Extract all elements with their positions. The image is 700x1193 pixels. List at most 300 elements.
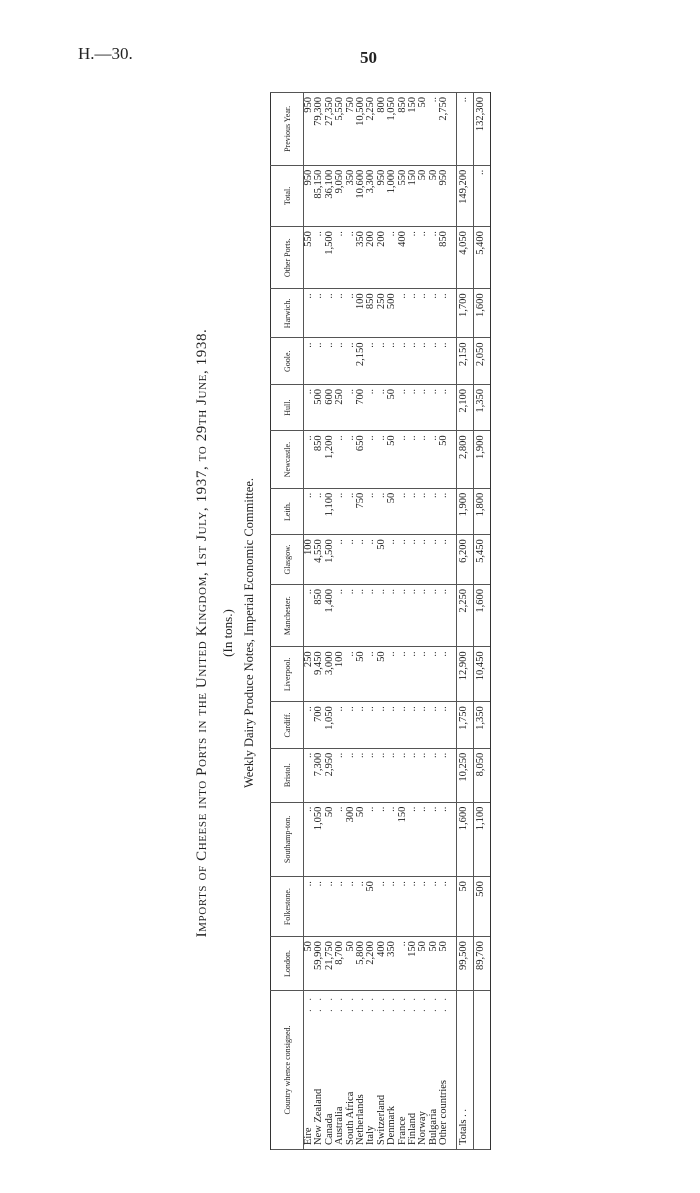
- value-cell: ..: [335, 584, 345, 646]
- value-cell: ..: [377, 702, 387, 748]
- value-cell: ..: [366, 702, 376, 748]
- value-cell: 4,050: [456, 227, 473, 289]
- leader-dots: . .: [355, 995, 367, 1012]
- value-cell: 350: [387, 937, 397, 991]
- value-cell: ..: [398, 647, 408, 702]
- value-cell: 1,350: [473, 384, 490, 430]
- leader-dots: . .: [323, 995, 335, 1012]
- value-cell: ..: [314, 488, 324, 534]
- value-cell: 850: [314, 584, 324, 646]
- value-cell: ..: [377, 802, 387, 877]
- value-cell: ..: [429, 647, 439, 702]
- value-cell: 950: [304, 165, 315, 226]
- value-cell: ..: [456, 93, 473, 166]
- value-cell: 50: [429, 937, 439, 991]
- column-header: Previous Year.: [271, 93, 304, 166]
- value-cell: 5,400: [473, 227, 490, 289]
- value-cell: 4,550: [314, 535, 324, 585]
- value-cell: ..: [304, 584, 315, 646]
- value-cell: ..: [304, 877, 315, 937]
- value-cell: ..: [398, 584, 408, 646]
- country-name: Netherlands: [355, 1094, 367, 1145]
- leader-dots: . .: [386, 995, 398, 1012]
- value-cell: 950: [304, 93, 315, 166]
- value-cell: ..: [366, 748, 376, 802]
- value-cell: ..: [398, 384, 408, 430]
- value-cell: 10,450: [473, 647, 490, 702]
- column-header: Goole.: [271, 338, 304, 384]
- value-cell: 150: [398, 802, 408, 877]
- column-header: Total.: [271, 165, 304, 226]
- value-cell: 1,900: [456, 488, 473, 534]
- value-cell: 1,050: [387, 93, 397, 166]
- value-cell: 5,800: [356, 937, 366, 991]
- value-cell: ..: [325, 877, 335, 937]
- value-cell: ..: [387, 535, 397, 585]
- column-header: Hull.: [271, 384, 304, 430]
- value-cell: ..: [335, 488, 345, 534]
- value-cell: ..: [325, 338, 335, 384]
- value-cell: 750: [356, 488, 366, 534]
- value-cell: ..: [335, 289, 345, 338]
- leader-dots: . .: [396, 995, 408, 1012]
- value-cell: ..: [398, 488, 408, 534]
- leader-dots: . .: [303, 995, 314, 1012]
- table-row: [387, 93, 397, 1150]
- value-cell: 6,200: [456, 535, 473, 585]
- value-cell: 1,700: [456, 289, 473, 338]
- value-cell: ..: [408, 877, 418, 937]
- value-cell: 50: [325, 802, 335, 877]
- value-cell: 50: [439, 937, 449, 991]
- table-body: [304, 93, 491, 1150]
- value-cell: 850: [439, 227, 449, 289]
- value-cell: ..: [377, 431, 387, 488]
- value-cell: 1,900: [473, 431, 490, 488]
- value-cell: 50: [456, 877, 473, 937]
- value-cell: 1,600: [473, 289, 490, 338]
- value-cell: 2,250: [366, 93, 376, 166]
- value-cell: 99,500: [456, 937, 473, 991]
- value-cell: 150: [408, 937, 418, 991]
- value-cell: ..: [335, 535, 345, 585]
- value-cell: ..: [418, 702, 428, 748]
- country-name: Norway: [417, 1111, 429, 1145]
- value-cell: ..: [304, 289, 315, 338]
- value-cell: ..: [325, 289, 335, 338]
- value-cell: 150: [408, 93, 418, 166]
- value-cell: 21,750: [325, 937, 335, 991]
- value-cell: 850: [398, 93, 408, 166]
- value-cell: ..: [377, 748, 387, 802]
- value-cell: 1,800: [473, 488, 490, 534]
- value-cell: ..: [408, 647, 418, 702]
- value-cell: ..: [346, 338, 356, 384]
- value-cell: ..: [398, 338, 408, 384]
- value-cell: ..: [387, 647, 397, 702]
- value-cell: ..: [418, 748, 428, 802]
- value-cell: ..: [314, 227, 324, 289]
- country-cell: [473, 991, 490, 1150]
- value-cell: ..: [429, 877, 439, 937]
- value-cell: ..: [408, 338, 418, 384]
- value-cell: ..: [356, 702, 366, 748]
- value-cell: ..: [429, 702, 439, 748]
- table-row: [456, 93, 473, 1150]
- value-cell: ..: [418, 338, 428, 384]
- value-cell: ..: [314, 289, 324, 338]
- value-cell: ..: [366, 535, 376, 585]
- value-cell: 550: [398, 165, 408, 226]
- leader-dots: . .: [375, 995, 387, 1012]
- value-cell: ..: [304, 802, 315, 877]
- value-cell: 50: [356, 647, 366, 702]
- value-cell: ..: [418, 384, 428, 430]
- leader-dots: . .: [407, 995, 419, 1012]
- column-header: Manchester.: [271, 584, 304, 646]
- column-header: London.: [271, 937, 304, 991]
- value-cell: 50: [429, 165, 439, 226]
- table-row: [346, 93, 356, 1150]
- value-cell: ..: [408, 431, 418, 488]
- column-header: Country whence consigned.: [271, 991, 304, 1150]
- value-cell: 3,300: [366, 165, 376, 226]
- value-cell: ..: [418, 647, 428, 702]
- value-cell: ..: [408, 384, 418, 430]
- value-cell: 500: [314, 384, 324, 430]
- column-header: Other Ports.: [271, 227, 304, 289]
- country-name: Canada: [323, 1113, 335, 1145]
- table-row: [439, 93, 449, 1150]
- value-cell: 79,300: [314, 93, 324, 166]
- column-header: Leith.: [271, 488, 304, 534]
- table-row: [366, 93, 376, 1150]
- value-cell: ..: [429, 227, 439, 289]
- country-name: Eire: [303, 1127, 314, 1145]
- value-cell: ..: [346, 877, 356, 937]
- country-name: South Africa: [344, 1091, 356, 1145]
- value-cell: ..: [439, 289, 449, 338]
- value-cell: 600: [325, 384, 335, 430]
- value-cell: ..: [439, 384, 449, 430]
- value-cell: ..: [335, 431, 345, 488]
- column-header: Cardiff.: [271, 702, 304, 748]
- value-cell: 50: [439, 431, 449, 488]
- value-cell: 149,200: [456, 165, 473, 226]
- value-cell: 1,400: [325, 584, 335, 646]
- table-row: [429, 93, 439, 1150]
- country-name: Australia: [334, 1106, 346, 1145]
- value-cell: 650: [356, 431, 366, 488]
- leader-dots: . .: [438, 995, 450, 1012]
- value-cell: ..: [398, 877, 408, 937]
- value-cell: 250: [377, 289, 387, 338]
- value-cell: ..: [377, 338, 387, 384]
- table-row: [408, 93, 418, 1150]
- value-cell: 5,550: [335, 93, 345, 166]
- value-cell: ..: [346, 431, 356, 488]
- table-row: [356, 93, 366, 1150]
- country-name: Italy: [365, 1125, 377, 1145]
- value-cell: ..: [346, 535, 356, 585]
- value-cell: 200: [377, 227, 387, 289]
- leader-dots: . .: [334, 995, 346, 1012]
- value-cell: 550: [304, 227, 315, 289]
- table-row: [304, 93, 315, 1150]
- value-cell: ..: [429, 289, 439, 338]
- country-cell: [439, 991, 449, 1150]
- value-cell: 50: [377, 647, 387, 702]
- value-cell: ..: [366, 584, 376, 646]
- value-cell: 50: [387, 488, 397, 534]
- value-cell: ..: [439, 877, 449, 937]
- table-title-text: Imports of Cheese into Ports in the United Kingdom, 1st July, 1937, to 29th June, 1938.: [194, 328, 210, 938]
- value-cell: 100: [356, 289, 366, 338]
- value-cell: ..: [473, 165, 490, 226]
- value-cell: ..: [408, 227, 418, 289]
- value-cell: 50: [366, 877, 376, 937]
- country-name: Bulgaria: [427, 1108, 439, 1145]
- value-cell: ..: [429, 584, 439, 646]
- value-cell: 132,300: [473, 93, 490, 166]
- value-cell: 2,050: [473, 338, 490, 384]
- table-title: [194, 88, 211, 1178]
- value-cell: ..: [439, 584, 449, 646]
- country-name: Denmark: [386, 1105, 398, 1145]
- value-cell: 200: [366, 227, 376, 289]
- value-cell: 1,100: [473, 802, 490, 877]
- value-cell: ..: [429, 802, 439, 877]
- value-cell: ..: [346, 702, 356, 748]
- value-cell: 400: [377, 937, 387, 991]
- value-cell: ..: [398, 937, 408, 991]
- value-cell: ..: [346, 584, 356, 646]
- value-cell: ..: [408, 535, 418, 585]
- value-cell: ..: [346, 748, 356, 802]
- value-cell: ..: [429, 535, 439, 585]
- value-cell: ..: [366, 431, 376, 488]
- value-cell: 400: [398, 227, 408, 289]
- value-cell: 89,700: [473, 937, 490, 991]
- value-cell: ..: [387, 877, 397, 937]
- value-cell: ..: [387, 802, 397, 877]
- value-cell: 700: [314, 702, 324, 748]
- value-cell: ..: [439, 535, 449, 585]
- value-cell: ..: [346, 647, 356, 702]
- value-cell: ..: [398, 431, 408, 488]
- source-note: Weekly Dairy Produce Notes, Imperial Economic Committee.: [242, 477, 256, 789]
- value-cell: ..: [366, 647, 376, 702]
- value-cell: 50: [377, 535, 387, 585]
- value-cell: ..: [408, 584, 418, 646]
- value-cell: 2,750: [439, 93, 449, 166]
- value-cell: ..: [304, 431, 315, 488]
- value-cell: ..: [366, 384, 376, 430]
- value-cell: 50: [387, 431, 397, 488]
- value-cell: ..: [335, 748, 345, 802]
- value-cell: ..: [439, 702, 449, 748]
- value-cell: ..: [314, 877, 324, 937]
- value-cell: 27,350: [325, 93, 335, 166]
- value-cell: 10,600: [356, 165, 366, 226]
- value-cell: ..: [439, 647, 449, 702]
- value-cell: 10,250: [456, 748, 473, 802]
- value-cell: ..: [304, 338, 315, 384]
- value-cell: 1,000: [387, 165, 397, 226]
- value-cell: ..: [429, 338, 439, 384]
- value-cell: ..: [439, 748, 449, 802]
- value-cell: ..: [346, 384, 356, 430]
- country-name: Other countries: [438, 1079, 450, 1145]
- value-cell: 950: [439, 165, 449, 226]
- value-cell: ..: [387, 748, 397, 802]
- value-cell: ..: [418, 488, 428, 534]
- value-cell: ..: [418, 227, 428, 289]
- value-cell: 850: [314, 431, 324, 488]
- column-header: Southamp-ton.: [271, 802, 304, 877]
- value-cell: ..: [304, 748, 315, 802]
- value-cell: ..: [418, 584, 428, 646]
- value-cell: 2,150: [456, 338, 473, 384]
- value-cell: 9,050: [335, 165, 345, 226]
- value-cell: ..: [387, 702, 397, 748]
- value-cell: 50: [387, 384, 397, 430]
- value-cell: ..: [418, 802, 428, 877]
- value-cell: 2,200: [366, 937, 376, 991]
- value-cell: ..: [387, 584, 397, 646]
- value-cell: 12,900: [456, 647, 473, 702]
- value-cell: ..: [408, 702, 418, 748]
- value-cell: ..: [429, 431, 439, 488]
- value-cell: 700: [356, 384, 366, 430]
- value-cell: 50: [418, 165, 428, 226]
- value-cell: 800: [377, 93, 387, 166]
- value-cell: ..: [377, 584, 387, 646]
- value-cell: ..: [429, 488, 439, 534]
- value-cell: ..: [377, 384, 387, 430]
- value-cell: ..: [304, 488, 315, 534]
- value-cell: 2,150: [356, 338, 366, 384]
- value-cell: 50: [356, 802, 366, 877]
- value-cell: ..: [346, 227, 356, 289]
- country-name: Finland: [407, 1112, 419, 1145]
- value-cell: 500: [473, 877, 490, 937]
- country-name: Totals . .: [458, 1108, 470, 1145]
- value-cell: ..: [418, 877, 428, 937]
- table-row: [335, 93, 345, 1150]
- value-cell: 1,750: [456, 702, 473, 748]
- unit-note: (In tons.): [220, 609, 235, 657]
- value-cell: ..: [356, 877, 366, 937]
- value-cell: ..: [439, 488, 449, 534]
- value-cell: ..: [429, 384, 439, 430]
- value-cell: ..: [398, 702, 408, 748]
- value-cell: 59,900: [314, 937, 324, 991]
- value-cell: ..: [304, 702, 315, 748]
- value-cell: ..: [408, 802, 418, 877]
- value-cell: ..: [398, 748, 408, 802]
- value-cell: ..: [377, 488, 387, 534]
- value-cell: ..: [439, 338, 449, 384]
- value-cell: ..: [335, 802, 345, 877]
- page-ref: H.—30.: [78, 44, 133, 63]
- value-cell: 36,100: [325, 165, 335, 226]
- country-name: France: [396, 1116, 408, 1145]
- value-cell: 1,350: [473, 702, 490, 748]
- value-cell: ..: [398, 535, 408, 585]
- table-row: [398, 93, 408, 1150]
- value-cell: 1,050: [325, 702, 335, 748]
- value-cell: 2,950: [325, 748, 335, 802]
- value-cell: 3,000: [325, 647, 335, 702]
- value-cell: 50: [304, 937, 315, 991]
- value-cell: 8,050: [473, 748, 490, 802]
- leader-dots: . .: [417, 995, 429, 1012]
- value-cell: ..: [366, 802, 376, 877]
- table-row: [377, 93, 387, 1150]
- value-cell: 50: [418, 93, 428, 166]
- value-cell: 1,600: [456, 802, 473, 877]
- value-cell: 950: [377, 165, 387, 226]
- value-cell: 1,600: [473, 584, 490, 646]
- value-cell: 1,200: [325, 431, 335, 488]
- value-cell: ..: [346, 289, 356, 338]
- value-cell: ..: [408, 748, 418, 802]
- value-cell: 100: [304, 535, 315, 585]
- value-cell: 1,100: [325, 488, 335, 534]
- value-cell: ..: [335, 227, 345, 289]
- table-row: [473, 93, 490, 1150]
- value-cell: 2,250: [456, 584, 473, 646]
- value-cell: 750: [346, 93, 356, 166]
- column-header: Bristol.: [271, 748, 304, 802]
- value-cell: ..: [335, 702, 345, 748]
- value-cell: 150: [408, 165, 418, 226]
- table-row: [418, 93, 428, 1150]
- table-header-row: [271, 93, 304, 1150]
- value-cell: 9,450: [314, 647, 324, 702]
- value-cell: 100: [335, 647, 345, 702]
- table-row: [325, 93, 335, 1150]
- value-cell: 8,700: [335, 937, 345, 991]
- value-cell: ..: [429, 748, 439, 802]
- value-cell: ..: [356, 748, 366, 802]
- value-cell: 250: [304, 647, 315, 702]
- value-cell: 2,100: [456, 384, 473, 430]
- value-cell: ..: [314, 338, 324, 384]
- value-cell: 250: [335, 384, 345, 430]
- value-cell: ..: [366, 338, 376, 384]
- value-cell: 50: [418, 937, 428, 991]
- value-cell: 5,450: [473, 535, 490, 585]
- column-header: Liverpool.: [271, 647, 304, 702]
- value-cell: ..: [408, 488, 418, 534]
- value-cell: ..: [335, 877, 345, 937]
- value-cell: 50: [346, 937, 356, 991]
- column-header: Folkestone.: [271, 877, 304, 937]
- value-cell: ..: [346, 488, 356, 534]
- value-cell: 7,300: [314, 748, 324, 802]
- value-cell: 10,500: [356, 93, 366, 166]
- column-header: Glasgow.: [271, 535, 304, 585]
- country-cell: [456, 991, 473, 1150]
- country-name: Switzerland: [375, 1094, 387, 1145]
- value-cell: 1,050: [314, 802, 324, 877]
- value-cell: ..: [387, 227, 397, 289]
- value-cell: 850: [366, 289, 376, 338]
- value-cell: ..: [429, 93, 439, 166]
- leader-dots: . .: [344, 995, 356, 1012]
